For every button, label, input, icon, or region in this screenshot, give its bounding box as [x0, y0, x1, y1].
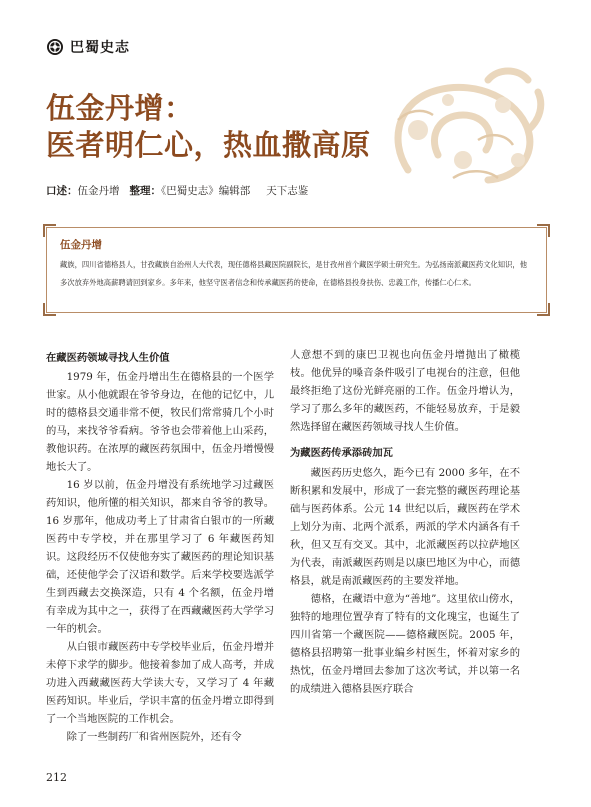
- paragraph: 人意想不到的康巴卫视也向伍金丹增抛出了橄榄枝。他优异的嗓音条件吸引了电视台的注意，但他最终拒绝了这份光鲜亮丽的工作。伍金丹增认为，学习了那么多年的藏医药，不能轻易放弃，于是毅然选择留在藏医药领域寻找人生价值。: [290, 349, 520, 433]
- editor-label: 整理：: [129, 185, 161, 197]
- profile-text: 藏族，四川省德格县人，甘孜藏族自治州人大代表，现任德格县藏医院副院长，是甘孜州首个藏医学硕士研究生。为弘扬南派藏医药文化知识，他多次放弃外地高薪聘请回到家乡。多年来，他坚守医者信念和传承藏医药的使命，在德格县投身扶伤、忠義工作，传播仁心仁术。: [60, 260, 527, 287]
- paragraph: 从白银市藏医药中专学校毕业后，伍金丹增并未停下求学的脚步。他接着参加了成人高考，并成功进入西藏藏医药大学读大专，又学习了 4 年藏医药知识。毕业后，学识丰富的伍金丹增立即得到了一个当地医院的工作机会。: [46, 641, 274, 725]
- editor-name: 《巴蜀史志》编辑部: [161, 185, 251, 197]
- logo-text: 巴蜀史志: [70, 40, 130, 56]
- profile-box: [46, 227, 547, 313]
- paragraph: 藏医药历史悠久，距今已有 2000 多年，在不断积累和发展中，形成了一套完整的藏医药理论基础与医药体系。公元 14 世纪以后，藏医药在学术上划分为南、北两个派系，两派的学术内涵各有千秋，但又互有交叉。其中，北派藏医药以拉萨地区为代表，南派藏医药则是以康巴地区为中心，而德格县，就是南派藏医药的主要发祥地。: [290, 467, 520, 587]
- profile-name: 伍金丹增: [60, 239, 102, 251]
- page-number: 212: [46, 771, 67, 784]
- narrate-label: 口述：: [46, 185, 78, 197]
- magazine-logo: [46, 37, 166, 57]
- paragraph: 16 岁以前，伍金丹增没有系统地学习过藏医药知识，他所懂的相关知识，都来自爷爷的教导。16 岁那年，他成功考上了甘肃省白银市的一所藏医药中专学校，并在那里学习了 6 年藏医药知识。这段经历不仅使他夯实了藏医药的理论知识基础，还使他学会了汉语和数学。后来学校要选派学生到西藏去交换深造，只有 4 个名额，伍金丹增有幸成为其中之一，获得了在西藏藏医药大学学习一年的机会。: [46, 479, 274, 635]
- article-title: [46, 90, 371, 164]
- seal-icon: [46, 38, 64, 56]
- paragraph: 1979 年，伍金丹增出生在德格县的一个医学世家。从小他就跟在爷爷身边，在他的记忆中，儿时的德格县交通非常不便，牧民们常常骑几个小时的马，来找爷爷看病。爷爷也会带着他上山采药，教他识药。在浓厚的藏医药氛围中，伍金丹增慢慢地长大了。: [46, 371, 274, 473]
- right-column: [290, 346, 520, 698]
- byline: [46, 183, 308, 198]
- section-heading: 在藏医药领域寻找人生价值: [46, 352, 170, 364]
- section-heading: 为藏医药传承添砖加瓦: [290, 447, 393, 459]
- paragraph: 德格，在藏语中意为“善地”。这里依山傍水，独特的地理位置孕育了特有的文化瑰宝，也诞生了四川省第一个藏医院——德格藏医院。2005 年，德格县招聘第一批事业编乡村医生，怀着对家乡的热忱，伍金丹增回去参加了这次考试，并以第一名的成绩进入德格县医疗联合: [290, 593, 520, 695]
- left-column: [46, 349, 274, 746]
- title-line-1: 伍金丹增：: [46, 91, 194, 125]
- dragon-ornament: [378, 60, 548, 190]
- narrator-name: 伍金丹增: [77, 185, 120, 197]
- title-line-2: 医者明仁心，热血撒高原: [46, 128, 371, 162]
- paragraph: 除了一些制药厂和省州医院外，还有令: [66, 731, 242, 743]
- column-name: 天下志鉴: [266, 185, 309, 197]
